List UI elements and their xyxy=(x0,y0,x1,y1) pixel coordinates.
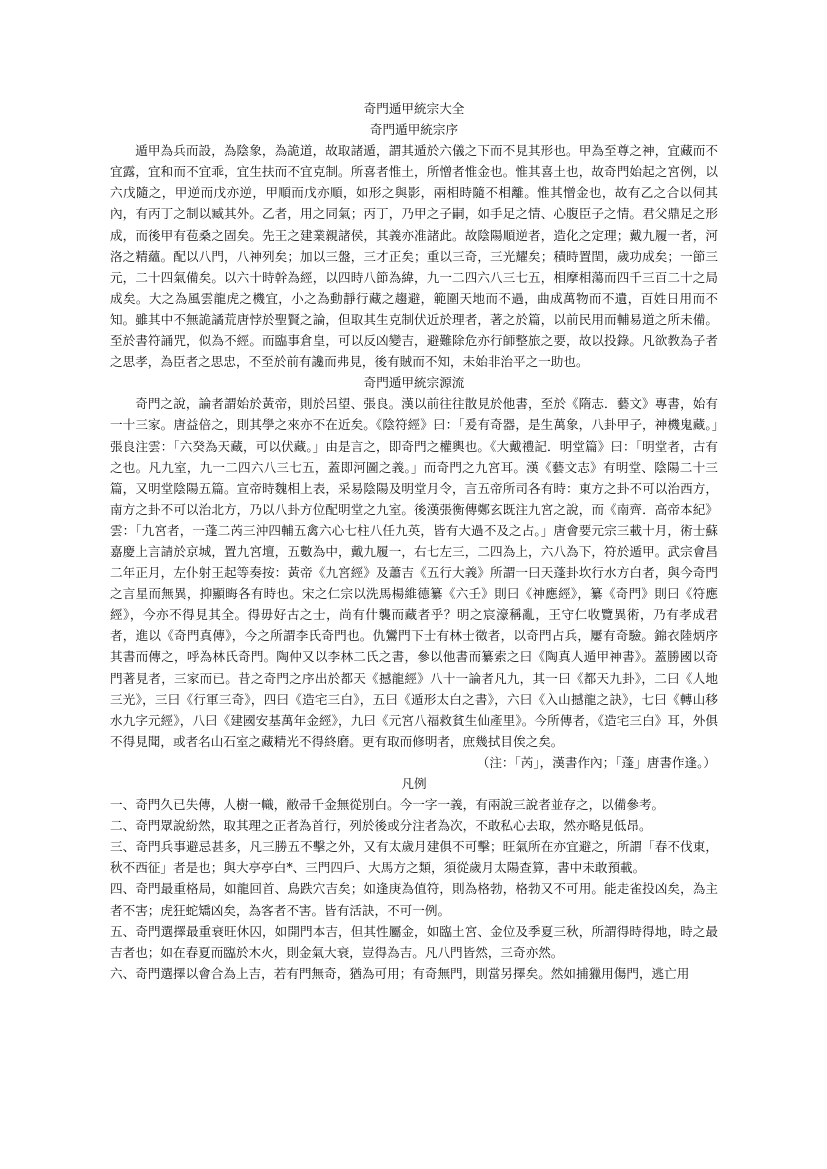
convention-item: 三、奇門兵事避忌甚多，凡三勝五不擊之外，又有太歲月建俱不可擊；旺氣所在亦宜避之，所謂「春不伐東，秋不西征」者是也；與大亭亭白*、三門四戶、大馬方之類，須從歲月太陽查算，書中未敢預載。 xyxy=(110,839,718,876)
convention-item: 四、奇門最重格局，如龍回首、鳥跌穴吉矣；如逢庚為值符，則為格勃，格勃又不可用。能走雀投凶矣，為主者不害；虎狂蛇矯凶矣，為客者不害。皆有活訣，不可一例。 xyxy=(110,881,718,918)
origins-heading: 奇門遁甲統宗源流 xyxy=(363,375,465,391)
book-title: 奇門遁甲統宗大全 xyxy=(363,101,465,116)
origins-paragraph: 奇門之說，論者謂始於黃帝，則於呂望、張良。漢以前往往散見於他書，至於《隋志．藝文》專書，始有一十三家。唐益倍之，則其學之來亦不在近矣。《陰符經》曰：「爰有奇器，是生萬象，八卦甲子，神機鬼藏。」張良注雲：「六癸為天藏，可以伏藏。」由是言之，即奇門之權輿也。《大戴禮記．明堂篇》曰：「明堂者，古有之也。凡九室，九一二四六八三七五，蓋即河圖之義。」而奇門之九宮耳。漢《藝文志》有明堂、陰陽二十三篇，又明堂陰陽五篇。宣帝時魏相上表，采易陰陽及明堂月令，言五帝所司各有時：東方之卦不可以治西方，南方之卦不可以治北方，乃以八卦方位配明堂之九室。後漢張衡傳鄭玄既注九宮之說，而《南齊．高帝本紀》雲：「九宮者，一蓬二芮三沖四輔五禽六心七柱八任九英，皆有大過不及之占。」唐會要元宗三載十月，術士蘇嘉慶上言請於京城，置九宮壇，五數為中，戴九履一，右七左三，二四為上，六八為下，符於遁甲。武宗會昌二年正月，左仆射王起等奏按：黃帝《九宮經》及蕭吉《五行大義》所謂一曰天蓬卦坎行水方白者，與今奇門之言星而無異，抑顯晦各有時也。宋之仁宗以洗馬楊維德纂《六壬》則曰《神應經》，纂《奇門》則曰《符應經》，今亦不得見其全。得毋好古之士，尚有什襲而藏者乎？明之宸濠稱亂，王守仁收覽異術，乃有孝成君者，進以《奇門真傳》，今之所謂李氏奇門也。仇鸞門下士有林士徵者，以奇門占兵，屢有奇驗。錦衣陸炳序其書而傳之，呼為林氏奇門。陶仲又以李林二氏之書，參以他書而纂索之曰《陶真人遁甲神書》。蓋勝國以奇門著見者，三家而已。昔之奇門之序出於都天《撼龍經》八十一論者凡九，其一曰《都天九卦》，二曰《人地三光》，三曰《行軍三奇》，四曰《造宅三白》，五曰《遁形太白之書》，六曰《入山撼龍之訣》，七曰《轉山移水九字元經》，八曰《建國安基萬年金經》，九曰《元宮八福救貧生仙產里》。今所傳者，《造宅三白》耳，外俱不得見聞，或者名山石室之藏精光不得終磨。更有取而修明者，庶幾拭目俟之矣。 xyxy=(110,396,718,749)
convention-item: 一、奇門久已失傳，人樹一幟，敝帚千金無從別白。今一字一義，有兩說三說者並存之，以備參考。 xyxy=(110,797,665,813)
document-page xyxy=(110,98,718,984)
preface-paragraph: 遁甲為兵而設，為陰象，為詭道，故取諸遁，謂其遁於六儀之下而不見其形也。甲為至尊之神，宜藏而不宜露，宜和而不宜乖，宜生扶而不宜克制。所喜者惟土，所憎者惟金也。惟其喜土也，故奇門始起之宮例，以六戊隨之，甲逆而戊亦逆，甲順而戊亦順，如形之與影，兩相時隨不相離。惟其憎金也，故有乙之合以伺其內，有丙丁之制以臧其外。乙者，用之同氣；丙丁，乃甲之子嗣，如手足之情、心腹臣子之情。君父鼎足之形成，而後甲有苞桑之固矣。先王之建業親諸侯，其義亦准諸此。故陰陽順逆者，造化之定理；戴九履一者，河洛之精蘊。配以八門，八神列矣；加以三盤，三才正矣；重以三奇，三光耀矣；積時置閏，歲功成矣；一節三元，二十四氣備矣。以六十時幹為經，以四時八節為緯，九一二四六八三七五，相摩相蕩而四千三百二十之局成矣。大之為風雲龍虎之機宜，小之為動靜行藏之趨避，範圍天地而不過，曲成萬物而不遺，百姓日用而不知。雖其中不無詭譎荒唐悖於聖賢之論，但取其生克制伏近於理者，著之於篇，以前民用而輔易道之所未備。至於書符誦咒，似為不經。而臨事倉皇，可以反凶變吉，避難除危亦行師整旅之要，故以投錄。凡欲教為子者之思孝，為臣者之思忠，不至於前有讒而弗見，後有賊而不知，未始非治平之一助也。 xyxy=(110,143,718,370)
convention-item: 二、奇門眾說紛然，取其理之正者為首行，列於後或分注者為次，不敢私心去取，然亦略見低昂。 xyxy=(110,818,652,834)
origins-note: （注：「芮」，漢書作內；「蓬」唐書作逢。） xyxy=(476,754,716,770)
conventions-heading: 凡例 xyxy=(401,776,427,791)
preface-heading: 奇門遁甲統宗序 xyxy=(369,122,459,138)
convention-item: 六、奇門選擇以會合為上吉，若有門無奇，猶為可用；有奇無門，則當另擇矣。然如捕獵用傷門，逃亡用 xyxy=(110,965,690,981)
convention-item: 五、奇門選擇最重衰旺休囚，如開門本吉，但其性屬金，如臨土宮、金位及季夏三秋，所謂得時得地，時之最吉者也；如在春夏而臨於木火，則金氣大衰，豈得為吉。凡八門皆然，三奇亦然。 xyxy=(110,923,718,960)
